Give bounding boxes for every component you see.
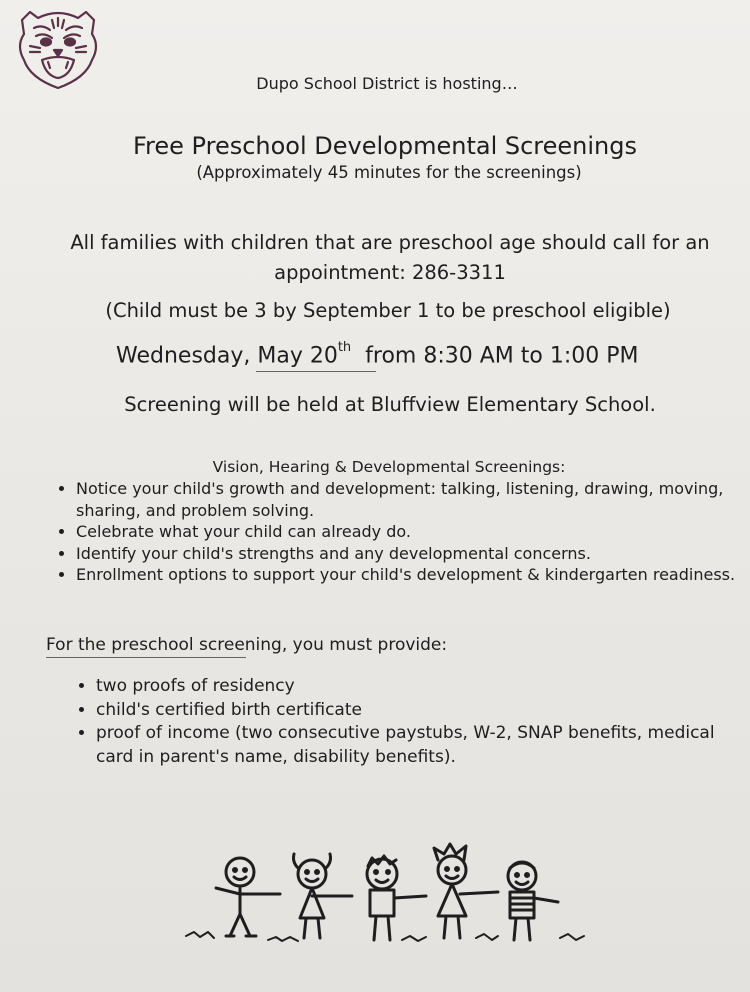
requirements-heading-text: For the preschool screening, you must provide: bbox=[46, 635, 448, 655]
list-item: • Enrollment options to support your child's development & kindergarten readiness. bbox=[76, 564, 746, 586]
flyer-title: Free Preschool Developmental Screenings bbox=[133, 132, 637, 160]
heading-underline bbox=[46, 657, 246, 658]
eligibility-note: (Child must be 3 by September 1 to be preschool eligible) bbox=[105, 299, 671, 322]
duration-note: (Approximately 45 minutes for the screenings) bbox=[196, 163, 582, 182]
appointment-instructions: All families with children that are preschool age should call for an appointment: 286-3311 bbox=[70, 231, 710, 284]
event-location: Screening will be held at Bluffview Elementary School. bbox=[124, 393, 656, 416]
screenings-list bbox=[56, 478, 746, 586]
list-item: • Notice your child's growth and development: talking, listening, drawing, moving, sharing, and problem solving. bbox=[76, 478, 746, 521]
list-item: • proof of income (two consecutive paystubs, W-2, SNAP benefits, medical card in parent's name, disability benefits). bbox=[96, 722, 716, 769]
event-time: from 8:30 AM to 1:00 PM bbox=[351, 343, 639, 369]
event-date-time bbox=[116, 340, 639, 369]
date-underline bbox=[256, 371, 376, 372]
children-holding-hands-drawing bbox=[180, 842, 600, 952]
list-item: • child's certified birth certificate bbox=[96, 699, 716, 723]
list-item: • Celebrate what your child can already do. bbox=[76, 521, 746, 543]
event-date: Wednesday, May 20 bbox=[116, 343, 338, 369]
requirements-list bbox=[74, 675, 716, 769]
date-ordinal-suffix: th bbox=[337, 340, 352, 355]
hosting-line: Dupo School District is hosting… bbox=[256, 74, 518, 93]
screenings-heading: Vision, Hearing & Developmental Screenings: bbox=[212, 458, 566, 476]
list-item: • Identify your child's strengths and any developmental concerns. bbox=[76, 543, 746, 565]
requirements-heading bbox=[46, 635, 447, 655]
list-item: • two proofs of residency bbox=[96, 675, 716, 699]
